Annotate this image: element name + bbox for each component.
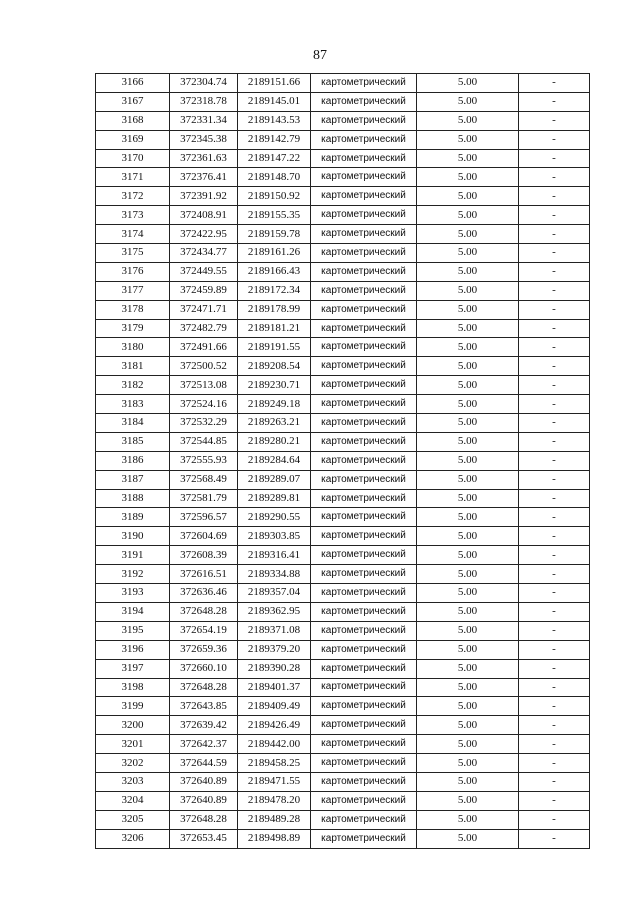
accuracy-cell: 5.00 xyxy=(417,244,519,263)
method-cell: картометрический xyxy=(311,584,417,603)
method-cell: картометрический xyxy=(311,376,417,395)
note-cell: - xyxy=(519,432,590,451)
table-row xyxy=(96,810,590,829)
method-cell: картометрический xyxy=(311,640,417,659)
accuracy-cell: 5.00 xyxy=(417,565,519,584)
point-number-cell: 3183 xyxy=(96,395,170,414)
method-cell: картометрический xyxy=(311,791,417,810)
point-number-cell: 3178 xyxy=(96,300,170,319)
note-cell: - xyxy=(519,489,590,508)
y-coordinate-cell: 2189147.22 xyxy=(238,149,311,168)
accuracy-cell: 5.00 xyxy=(417,338,519,357)
method-cell: картометрический xyxy=(311,395,417,414)
accuracy-cell: 5.00 xyxy=(417,716,519,735)
table-row xyxy=(96,319,590,338)
point-number-cell: 3197 xyxy=(96,659,170,678)
y-coordinate-cell: 2189178.99 xyxy=(238,300,311,319)
accuracy-cell: 5.00 xyxy=(417,584,519,603)
x-coordinate-cell: 372581.79 xyxy=(170,489,238,508)
table-row xyxy=(96,470,590,489)
note-cell: - xyxy=(519,546,590,565)
x-coordinate-cell: 372659.36 xyxy=(170,640,238,659)
y-coordinate-cell: 2189498.89 xyxy=(238,829,311,848)
x-coordinate-cell: 372644.59 xyxy=(170,754,238,773)
table-row xyxy=(96,621,590,640)
method-cell: картометрический xyxy=(311,74,417,93)
accuracy-cell: 5.00 xyxy=(417,791,519,810)
table-row xyxy=(96,376,590,395)
y-coordinate-cell: 2189357.04 xyxy=(238,584,311,603)
y-coordinate-cell: 2189379.20 xyxy=(238,640,311,659)
x-coordinate-cell: 372544.85 xyxy=(170,432,238,451)
x-coordinate-cell: 372471.71 xyxy=(170,300,238,319)
x-coordinate-cell: 372345.38 xyxy=(170,130,238,149)
y-coordinate-cell: 2189390.28 xyxy=(238,659,311,678)
method-cell: картометрический xyxy=(311,300,417,319)
x-coordinate-cell: 372482.79 xyxy=(170,319,238,338)
x-coordinate-cell: 372604.69 xyxy=(170,527,238,546)
note-cell: - xyxy=(519,621,590,640)
x-coordinate-cell: 372636.46 xyxy=(170,584,238,603)
point-number-cell: 3173 xyxy=(96,206,170,225)
table-row xyxy=(96,754,590,773)
note-cell: - xyxy=(519,206,590,225)
note-cell: - xyxy=(519,659,590,678)
table-row xyxy=(96,281,590,300)
method-cell: картометрический xyxy=(311,659,417,678)
x-coordinate-cell: 372422.95 xyxy=(170,225,238,244)
method-cell: картометрический xyxy=(311,168,417,187)
y-coordinate-cell: 2189230.71 xyxy=(238,376,311,395)
accuracy-cell: 5.00 xyxy=(417,376,519,395)
note-cell: - xyxy=(519,697,590,716)
x-coordinate-cell: 372331.34 xyxy=(170,111,238,130)
accuracy-cell: 5.00 xyxy=(417,678,519,697)
y-coordinate-cell: 2189155.35 xyxy=(238,206,311,225)
point-number-cell: 3199 xyxy=(96,697,170,716)
accuracy-cell: 5.00 xyxy=(417,262,519,281)
method-cell: картометрический xyxy=(311,225,417,244)
method-cell: картометрический xyxy=(311,716,417,735)
table-row xyxy=(96,130,590,149)
note-cell: - xyxy=(519,262,590,281)
y-coordinate-cell: 2189458.25 xyxy=(238,754,311,773)
accuracy-cell: 5.00 xyxy=(417,772,519,791)
method-cell: картометрический xyxy=(311,149,417,168)
table-row xyxy=(96,338,590,357)
method-cell: картометрический xyxy=(311,92,417,111)
point-number-cell: 3167 xyxy=(96,92,170,111)
point-number-cell: 3182 xyxy=(96,376,170,395)
accuracy-cell: 5.00 xyxy=(417,697,519,716)
x-coordinate-cell: 372304.74 xyxy=(170,74,238,93)
note-cell: - xyxy=(519,829,590,848)
accuracy-cell: 5.00 xyxy=(417,206,519,225)
table-row xyxy=(96,357,590,376)
note-cell: - xyxy=(519,414,590,433)
point-number-cell: 3170 xyxy=(96,149,170,168)
coordinates-table-body xyxy=(96,74,590,849)
y-coordinate-cell: 2189401.37 xyxy=(238,678,311,697)
accuracy-cell: 5.00 xyxy=(417,281,519,300)
point-number-cell: 3191 xyxy=(96,546,170,565)
method-cell: картометрический xyxy=(311,206,417,225)
accuracy-cell: 5.00 xyxy=(417,300,519,319)
accuracy-cell: 5.00 xyxy=(417,414,519,433)
note-cell: - xyxy=(519,92,590,111)
table-row xyxy=(96,300,590,319)
point-number-cell: 3186 xyxy=(96,451,170,470)
note-cell: - xyxy=(519,602,590,621)
table-row xyxy=(96,92,590,111)
method-cell: картометрический xyxy=(311,130,417,149)
x-coordinate-cell: 372513.08 xyxy=(170,376,238,395)
note-cell: - xyxy=(519,791,590,810)
accuracy-cell: 5.00 xyxy=(417,111,519,130)
table-row xyxy=(96,602,590,621)
y-coordinate-cell: 2189191.55 xyxy=(238,338,311,357)
y-coordinate-cell: 2189161.26 xyxy=(238,244,311,263)
note-cell: - xyxy=(519,74,590,93)
accuracy-cell: 5.00 xyxy=(417,508,519,527)
method-cell: картометрический xyxy=(311,735,417,754)
table-row xyxy=(96,187,590,206)
y-coordinate-cell: 2189290.55 xyxy=(238,508,311,527)
y-coordinate-cell: 2189334.88 xyxy=(238,565,311,584)
y-coordinate-cell: 2189145.01 xyxy=(238,92,311,111)
point-number-cell: 3176 xyxy=(96,262,170,281)
y-coordinate-cell: 2189166.43 xyxy=(238,262,311,281)
method-cell: картометрический xyxy=(311,546,417,565)
table-row xyxy=(96,168,590,187)
table-row xyxy=(96,772,590,791)
note-cell: - xyxy=(519,584,590,603)
y-coordinate-cell: 2189284.64 xyxy=(238,451,311,470)
x-coordinate-cell: 372642.37 xyxy=(170,735,238,754)
y-coordinate-cell: 2189249.18 xyxy=(238,395,311,414)
accuracy-cell: 5.00 xyxy=(417,357,519,376)
method-cell: картометрический xyxy=(311,621,417,640)
accuracy-cell: 5.00 xyxy=(417,451,519,470)
note-cell: - xyxy=(519,187,590,206)
x-coordinate-cell: 372524.16 xyxy=(170,395,238,414)
accuracy-cell: 5.00 xyxy=(417,640,519,659)
table-row xyxy=(96,262,590,281)
accuracy-cell: 5.00 xyxy=(417,187,519,206)
y-coordinate-cell: 2189148.70 xyxy=(238,168,311,187)
point-number-cell: 3180 xyxy=(96,338,170,357)
method-cell: картометрический xyxy=(311,470,417,489)
point-number-cell: 3203 xyxy=(96,772,170,791)
point-number-cell: 3187 xyxy=(96,470,170,489)
table-row xyxy=(96,640,590,659)
note-cell: - xyxy=(519,130,590,149)
note-cell: - xyxy=(519,168,590,187)
table-row xyxy=(96,508,590,527)
table-row xyxy=(96,716,590,735)
y-coordinate-cell: 2189280.21 xyxy=(238,432,311,451)
accuracy-cell: 5.00 xyxy=(417,168,519,187)
point-number-cell: 3205 xyxy=(96,810,170,829)
y-coordinate-cell: 2189289.07 xyxy=(238,470,311,489)
x-coordinate-cell: 372391.92 xyxy=(170,187,238,206)
table-row xyxy=(96,206,590,225)
x-coordinate-cell: 372660.10 xyxy=(170,659,238,678)
y-coordinate-cell: 2189150.92 xyxy=(238,187,311,206)
table-row xyxy=(96,565,590,584)
y-coordinate-cell: 2189426.49 xyxy=(238,716,311,735)
method-cell: картометрический xyxy=(311,187,417,206)
note-cell: - xyxy=(519,376,590,395)
accuracy-cell: 5.00 xyxy=(417,149,519,168)
point-number-cell: 3172 xyxy=(96,187,170,206)
table-row xyxy=(96,225,590,244)
note-cell: - xyxy=(519,565,590,584)
table-row xyxy=(96,451,590,470)
point-number-cell: 3175 xyxy=(96,244,170,263)
note-cell: - xyxy=(519,735,590,754)
note-cell: - xyxy=(519,319,590,338)
method-cell: картометрический xyxy=(311,357,417,376)
point-number-cell: 3192 xyxy=(96,565,170,584)
x-coordinate-cell: 372639.42 xyxy=(170,716,238,735)
note-cell: - xyxy=(519,754,590,773)
note-cell: - xyxy=(519,300,590,319)
note-cell: - xyxy=(519,772,590,791)
point-number-cell: 3189 xyxy=(96,508,170,527)
x-coordinate-cell: 372643.85 xyxy=(170,697,238,716)
point-number-cell: 3166 xyxy=(96,74,170,93)
point-number-cell: 3174 xyxy=(96,225,170,244)
x-coordinate-cell: 372648.28 xyxy=(170,602,238,621)
accuracy-cell: 5.00 xyxy=(417,74,519,93)
point-number-cell: 3171 xyxy=(96,168,170,187)
y-coordinate-cell: 2189159.78 xyxy=(238,225,311,244)
y-coordinate-cell: 2189489.28 xyxy=(238,810,311,829)
x-coordinate-cell: 372318.78 xyxy=(170,92,238,111)
table-row xyxy=(96,432,590,451)
page-number: 87 xyxy=(313,48,327,63)
point-number-cell: 3184 xyxy=(96,414,170,433)
accuracy-cell: 5.00 xyxy=(417,735,519,754)
point-number-cell: 3200 xyxy=(96,716,170,735)
x-coordinate-cell: 372653.45 xyxy=(170,829,238,848)
table-row xyxy=(96,244,590,263)
accuracy-cell: 5.00 xyxy=(417,546,519,565)
method-cell: картометрический xyxy=(311,338,417,357)
accuracy-cell: 5.00 xyxy=(417,92,519,111)
method-cell: картометрический xyxy=(311,432,417,451)
accuracy-cell: 5.00 xyxy=(417,432,519,451)
method-cell: картометрический xyxy=(311,565,417,584)
point-number-cell: 3190 xyxy=(96,527,170,546)
accuracy-cell: 5.00 xyxy=(417,225,519,244)
table-row xyxy=(96,678,590,697)
method-cell: картометрический xyxy=(311,281,417,300)
table-row xyxy=(96,414,590,433)
point-number-cell: 3193 xyxy=(96,584,170,603)
point-number-cell: 3188 xyxy=(96,489,170,508)
y-coordinate-cell: 2189478.20 xyxy=(238,791,311,810)
y-coordinate-cell: 2189263.21 xyxy=(238,414,311,433)
method-cell: картометрический xyxy=(311,508,417,527)
x-coordinate-cell: 372616.51 xyxy=(170,565,238,584)
table-row xyxy=(96,791,590,810)
accuracy-cell: 5.00 xyxy=(417,602,519,621)
method-cell: картометрический xyxy=(311,451,417,470)
y-coordinate-cell: 2189371.08 xyxy=(238,621,311,640)
accuracy-cell: 5.00 xyxy=(417,659,519,678)
x-coordinate-cell: 372640.89 xyxy=(170,791,238,810)
x-coordinate-cell: 372449.55 xyxy=(170,262,238,281)
y-coordinate-cell: 2189181.21 xyxy=(238,319,311,338)
method-cell: картометрический xyxy=(311,772,417,791)
point-number-cell: 3169 xyxy=(96,130,170,149)
accuracy-cell: 5.00 xyxy=(417,829,519,848)
accuracy-cell: 5.00 xyxy=(417,130,519,149)
point-number-cell: 3196 xyxy=(96,640,170,659)
note-cell: - xyxy=(519,640,590,659)
table-row xyxy=(96,395,590,414)
accuracy-cell: 5.00 xyxy=(417,489,519,508)
method-cell: картометрический xyxy=(311,414,417,433)
accuracy-cell: 5.00 xyxy=(417,319,519,338)
point-number-cell: 3185 xyxy=(96,432,170,451)
x-coordinate-cell: 372596.57 xyxy=(170,508,238,527)
accuracy-cell: 5.00 xyxy=(417,810,519,829)
accuracy-cell: 5.00 xyxy=(417,754,519,773)
note-cell: - xyxy=(519,678,590,697)
point-number-cell: 3206 xyxy=(96,829,170,848)
table-row xyxy=(96,829,590,848)
point-number-cell: 3179 xyxy=(96,319,170,338)
table-row xyxy=(96,659,590,678)
x-coordinate-cell: 372568.49 xyxy=(170,470,238,489)
y-coordinate-cell: 2189289.81 xyxy=(238,489,311,508)
y-coordinate-cell: 2189303.85 xyxy=(238,527,311,546)
note-cell: - xyxy=(519,225,590,244)
y-coordinate-cell: 2189208.54 xyxy=(238,357,311,376)
table-row xyxy=(96,149,590,168)
method-cell: картометрический xyxy=(311,527,417,546)
note-cell: - xyxy=(519,527,590,546)
method-cell: картометрический xyxy=(311,754,417,773)
y-coordinate-cell: 2189142.79 xyxy=(238,130,311,149)
method-cell: картометрический xyxy=(311,111,417,130)
x-coordinate-cell: 372608.39 xyxy=(170,546,238,565)
x-coordinate-cell: 372555.93 xyxy=(170,451,238,470)
x-coordinate-cell: 372500.52 xyxy=(170,357,238,376)
y-coordinate-cell: 2189362.95 xyxy=(238,602,311,621)
x-coordinate-cell: 372491.66 xyxy=(170,338,238,357)
y-coordinate-cell: 2189471.55 xyxy=(238,772,311,791)
note-cell: - xyxy=(519,508,590,527)
point-number-cell: 3201 xyxy=(96,735,170,754)
x-coordinate-cell: 372408.91 xyxy=(170,206,238,225)
note-cell: - xyxy=(519,716,590,735)
note-cell: - xyxy=(519,244,590,263)
point-number-cell: 3195 xyxy=(96,621,170,640)
table-row xyxy=(96,584,590,603)
method-cell: картометрический xyxy=(311,829,417,848)
note-cell: - xyxy=(519,149,590,168)
point-number-cell: 3198 xyxy=(96,678,170,697)
accuracy-cell: 5.00 xyxy=(417,621,519,640)
note-cell: - xyxy=(519,111,590,130)
x-coordinate-cell: 372640.89 xyxy=(170,772,238,791)
note-cell: - xyxy=(519,451,590,470)
method-cell: картометрический xyxy=(311,244,417,263)
x-coordinate-cell: 372654.19 xyxy=(170,621,238,640)
method-cell: картометрический xyxy=(311,602,417,621)
table-row xyxy=(96,527,590,546)
method-cell: картометрический xyxy=(311,489,417,508)
note-cell: - xyxy=(519,281,590,300)
note-cell: - xyxy=(519,357,590,376)
x-coordinate-cell: 372532.29 xyxy=(170,414,238,433)
y-coordinate-cell: 2189442.00 xyxy=(238,735,311,754)
note-cell: - xyxy=(519,470,590,489)
method-cell: картометрический xyxy=(311,319,417,338)
y-coordinate-cell: 2189172.34 xyxy=(238,281,311,300)
x-coordinate-cell: 372376.41 xyxy=(170,168,238,187)
y-coordinate-cell: 2189151.66 xyxy=(238,74,311,93)
accuracy-cell: 5.00 xyxy=(417,470,519,489)
table-row xyxy=(96,111,590,130)
y-coordinate-cell: 2189143.53 xyxy=(238,111,311,130)
x-coordinate-cell: 372648.28 xyxy=(170,810,238,829)
point-number-cell: 3194 xyxy=(96,602,170,621)
point-number-cell: 3177 xyxy=(96,281,170,300)
note-cell: - xyxy=(519,810,590,829)
x-coordinate-cell: 372434.77 xyxy=(170,244,238,263)
table-row xyxy=(96,489,590,508)
point-number-cell: 3202 xyxy=(96,754,170,773)
accuracy-cell: 5.00 xyxy=(417,395,519,414)
x-coordinate-cell: 372648.28 xyxy=(170,678,238,697)
coordinates-table xyxy=(95,73,590,849)
accuracy-cell: 5.00 xyxy=(417,527,519,546)
y-coordinate-cell: 2189316.41 xyxy=(238,546,311,565)
table-row xyxy=(96,697,590,716)
point-number-cell: 3204 xyxy=(96,791,170,810)
x-coordinate-cell: 372361.63 xyxy=(170,149,238,168)
method-cell: картометрический xyxy=(311,678,417,697)
note-cell: - xyxy=(519,338,590,357)
table-row xyxy=(96,74,590,93)
note-cell: - xyxy=(519,395,590,414)
point-number-cell: 3181 xyxy=(96,357,170,376)
method-cell: картометрический xyxy=(311,810,417,829)
method-cell: картометрический xyxy=(311,697,417,716)
point-number-cell: 3168 xyxy=(96,111,170,130)
method-cell: картометрический xyxy=(311,262,417,281)
y-coordinate-cell: 2189409.49 xyxy=(238,697,311,716)
x-coordinate-cell: 372459.89 xyxy=(170,281,238,300)
table-row xyxy=(96,546,590,565)
table-row xyxy=(96,735,590,754)
